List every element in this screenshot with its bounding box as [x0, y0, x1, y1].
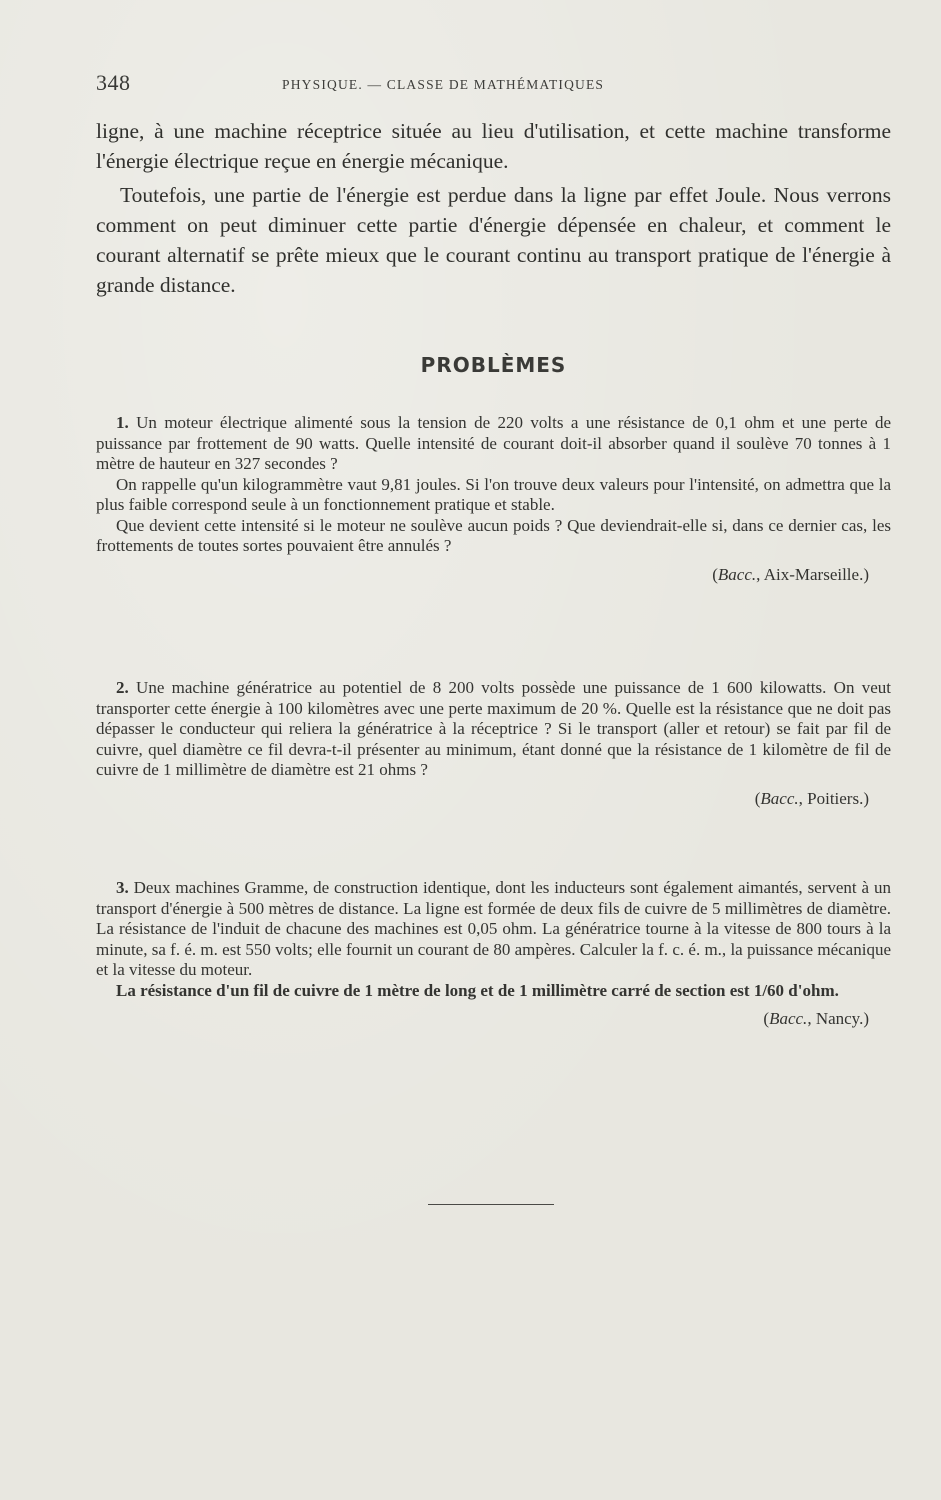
paragraph-2: Toutefois, une partie de l'énergie est perdue dans la ligne par effet Joule. Nous verrons comment on peut diminuer cette partie d'énergie dépensée en chaleur, et comment le courant alternatif se prête mieux que le courant continu au transport pratique de l'énergie à grande distance. [96, 183, 891, 297]
problem-text: Une machine génératrice au potentiel de 8 200 volts possède une puissance de 1 600 kilowatts. On veut transporter cette énergie à 100 kilomètres avec une perte maximum de 20 %. Quelle est la résistance que ne doit pas dépasser le conducteur qui reliera la génératrice à la réceptrice ? Si le transport (aller et retour) se fait par fil de cuivre, quel diamètre ce fil devra-t-il présenter au minimum, étant donné que la résistance de 1 kilomètre de fil de cuivre de 1 millimètre de diamètre est 21 ohms ? [96, 678, 892, 779]
section-title: PROBLÈMES [420, 353, 567, 377]
problem-number: 1. [116, 413, 129, 432]
end-rule [428, 1204, 554, 1205]
source-place: , Nancy.) [807, 1009, 869, 1028]
problem-3 [96, 878, 891, 1030]
problem-source: (Bacc., Aix-Marseille.) [712, 564, 869, 584]
problem-1 [96, 413, 891, 585]
problem-text: Un moteur électrique alimenté sous la tension de 220 volts a une résistance de 0,1 ohm et une perte de puissance par frottement de 90 watts. Quelle intensité de courant doit-il absorber quand il soulève 70 tonnes à 1 mètre de hauteur en 327 secondes ? [96, 413, 891, 473]
problem-1-paragraph-2: On rappelle qu'un kilogrammètre vaut 9,81 joules. Si l'on trouve deux valeurs pour l'intensité, on admettra que la plus faible correspond seule à un fonctionnement pratique et stable. [96, 474, 891, 514]
problem-3-paragraph-1 [96, 878, 891, 981]
problem-text: Deux machines Gramme, de construction identique, dont les inducteurs sont également aimantés, servent à un transport d'énergie à 500 mètres de distance. La ligne est formée de deux fils de cuivre de 5 millimètres de diamètre. La résistance de l'induit de chacune des machines est 0,05 ohm. La génératrice tourne à la vitesse de 800 tours à la minute, sa f. é. m. est 550 volts; elle fournit un courant de 80 ampères. Calculer la f. c. é. m., la puissance mécanique et la vitesse du moteur. [96, 878, 891, 979]
problem-3-paragraph-2: La résistance d'un fil de cuivre de 1 mètre de long et de 1 millimètre carré de section est 1/60 d'ohm. [116, 980, 839, 1000]
problem-number: 3. [116, 878, 129, 897]
page-header [96, 70, 891, 100]
problem-2-paragraph-1 [96, 678, 891, 781]
page-number: 348 [96, 70, 131, 95]
source-place: , Aix-Marseille.) [756, 564, 869, 584]
problem-source: (Bacc., Poitiers.) [754, 788, 869, 808]
paragraph-1: ligne, à une machine réceptrice située au lieu d'utilisation, et cette machine transforme l'énergie électrique reçue en énergie mécanique. [96, 119, 891, 173]
problem-2 [96, 678, 891, 809]
running-head: PHYSIQUE. — CLASSE DE MATHÉMATIQUES [282, 77, 605, 92]
problem-1-paragraph-3: Que devient cette intensité si le moteur ne soulève aucun poids ? Que deviendrait-elle si, dans ce dernier cas, les frottements de toutes sortes pouvaient être annulés ? [96, 515, 891, 555]
source-exam: Bacc. [760, 788, 799, 808]
source-exam: Bacc. [717, 564, 757, 584]
source-place: , Poitiers.) [798, 788, 869, 808]
source-exam: Bacc. [769, 1009, 808, 1028]
problem-1-paragraph-1 [96, 413, 891, 475]
problem-number: 2. [116, 678, 129, 697]
problem-source: (Bacc., Nancy.) [763, 1009, 869, 1028]
